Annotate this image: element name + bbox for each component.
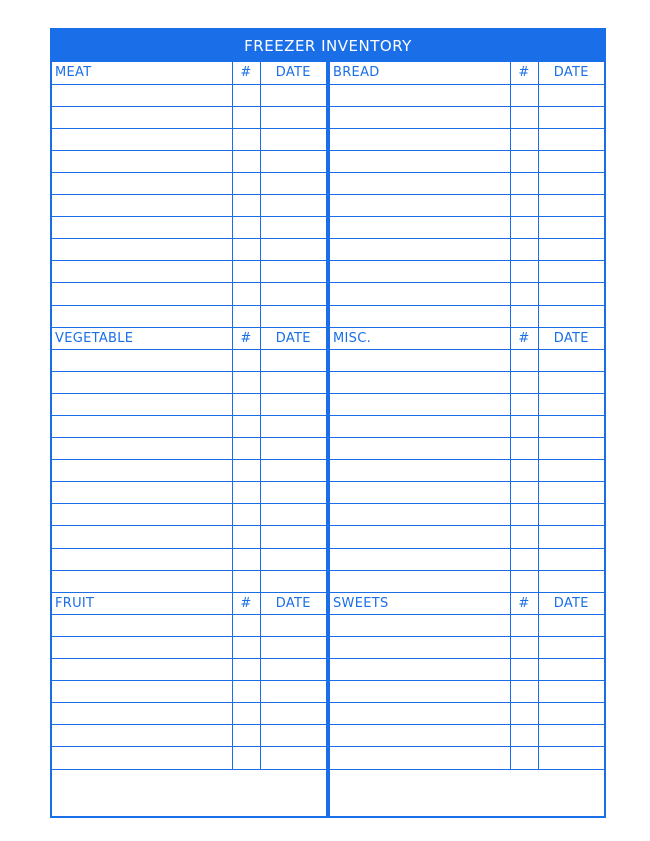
misc-count-cell[interactable] xyxy=(510,416,538,438)
misc-item-cell[interactable] xyxy=(330,416,510,438)
vegetable-date-cell[interactable] xyxy=(260,371,326,393)
table-row xyxy=(330,438,604,460)
fruit-item-cell[interactable] xyxy=(52,747,232,769)
fruit-section-label: FRUIT xyxy=(52,592,232,614)
meat-count-header: # xyxy=(232,62,260,84)
table-row xyxy=(52,195,326,217)
table-row xyxy=(52,128,326,150)
sweets-date-cell[interactable] xyxy=(538,614,604,636)
bread-item-cell[interactable] xyxy=(330,283,510,305)
misc-date-cell[interactable] xyxy=(538,416,604,438)
sweets-count-cell[interactable] xyxy=(510,747,538,769)
fruit-count-cell[interactable] xyxy=(232,636,260,658)
misc-count-cell[interactable] xyxy=(510,371,538,393)
table-row xyxy=(330,195,604,217)
meat-date-cell[interactable] xyxy=(260,128,326,150)
meat-item-cell[interactable] xyxy=(52,283,232,305)
bread-item-cell[interactable] xyxy=(330,195,510,217)
bread-item-cell[interactable] xyxy=(330,239,510,261)
meat-item-cell[interactable] xyxy=(52,195,232,217)
misc-count-cell[interactable] xyxy=(510,504,538,526)
meat-count-cell[interactable] xyxy=(232,305,260,327)
meat-item-cell[interactable] xyxy=(52,217,232,239)
sweets-date-cell[interactable] xyxy=(538,725,604,747)
bread-date-cell[interactable] xyxy=(538,239,604,261)
meat-date-cell[interactable] xyxy=(260,283,326,305)
meat-header-row xyxy=(52,62,326,84)
bread-date-cell[interactable] xyxy=(538,172,604,194)
fruit-item-cell[interactable] xyxy=(52,725,232,747)
misc-item-cell[interactable] xyxy=(330,460,510,482)
misc-item-cell[interactable] xyxy=(330,526,510,548)
misc-count-cell[interactable] xyxy=(510,570,538,592)
table-row xyxy=(52,747,326,769)
bread-item-cell[interactable] xyxy=(330,261,510,283)
vegetable-item-cell[interactable] xyxy=(52,393,232,415)
vegetable-count-cell[interactable] xyxy=(232,460,260,482)
vegetable-date-header: DATE xyxy=(260,327,326,349)
table-row xyxy=(330,482,604,504)
table-row xyxy=(330,725,604,747)
vegetable-count-cell[interactable] xyxy=(232,504,260,526)
meat-date-cell[interactable] xyxy=(260,84,326,106)
meat-date-header: DATE xyxy=(260,62,326,84)
fruit-item-cell[interactable] xyxy=(52,636,232,658)
fruit-item-cell[interactable] xyxy=(52,659,232,681)
misc-date-header: DATE xyxy=(538,327,604,349)
misc-count-cell[interactable] xyxy=(510,460,538,482)
fruit-date-cell[interactable] xyxy=(260,681,326,703)
bread-count-cell[interactable] xyxy=(510,239,538,261)
fruit-date-cell[interactable] xyxy=(260,747,326,769)
sweets-count-cell[interactable] xyxy=(510,681,538,703)
fruit-item-cell[interactable] xyxy=(52,681,232,703)
bread-count-cell[interactable] xyxy=(510,128,538,150)
misc-date-cell[interactable] xyxy=(538,371,604,393)
sweets-section-label: SWEETS xyxy=(330,592,510,614)
table-row xyxy=(52,172,326,194)
table-row xyxy=(330,659,604,681)
table-row xyxy=(52,548,326,570)
vegetable-date-cell[interactable] xyxy=(260,548,326,570)
fruit-count-cell[interactable] xyxy=(232,725,260,747)
fruit-count-cell[interactable] xyxy=(232,681,260,703)
vegetable-count-cell[interactable] xyxy=(232,482,260,504)
meat-count-cell[interactable] xyxy=(232,239,260,261)
table-row xyxy=(330,217,604,239)
meat-count-cell[interactable] xyxy=(232,150,260,172)
table-row xyxy=(52,526,326,548)
vegetable-date-cell[interactable] xyxy=(260,416,326,438)
bread-date-cell[interactable] xyxy=(538,150,604,172)
page-title: FREEZER INVENTORY xyxy=(52,30,604,62)
vegetable-date-cell[interactable] xyxy=(260,438,326,460)
misc-section-label: MISC. xyxy=(330,327,510,349)
vegetable-item-cell[interactable] xyxy=(52,548,232,570)
misc-item-cell[interactable] xyxy=(330,349,510,371)
vegetable-item-cell[interactable] xyxy=(52,371,232,393)
bread-item-cell[interactable] xyxy=(330,217,510,239)
meat-item-cell[interactable] xyxy=(52,261,232,283)
vegetable-count-cell[interactable] xyxy=(232,526,260,548)
vegetable-item-cell[interactable] xyxy=(52,438,232,460)
bread-header-row xyxy=(330,62,604,84)
sweets-date-cell[interactable] xyxy=(538,747,604,769)
bread-item-cell[interactable] xyxy=(330,305,510,327)
fruit-date-header: DATE xyxy=(260,592,326,614)
meat-item-cell[interactable] xyxy=(52,84,232,106)
vegetable-count-cell[interactable] xyxy=(232,438,260,460)
meat-count-cell[interactable] xyxy=(232,217,260,239)
sweets-date-cell[interactable] xyxy=(538,681,604,703)
vegetable-item-cell[interactable] xyxy=(52,570,232,592)
bread-item-cell[interactable] xyxy=(330,172,510,194)
meat-date-cell[interactable] xyxy=(260,150,326,172)
fruit-count-header: # xyxy=(232,592,260,614)
meat-date-cell[interactable] xyxy=(260,172,326,194)
table-row xyxy=(52,371,326,393)
sweets-date-header: DATE xyxy=(538,592,604,614)
vegetable-date-cell[interactable] xyxy=(260,482,326,504)
misc-item-cell[interactable] xyxy=(330,371,510,393)
table-row xyxy=(330,393,604,415)
bread-date-cell[interactable] xyxy=(538,106,604,128)
meat-date-cell[interactable] xyxy=(260,195,326,217)
table-row xyxy=(330,283,604,305)
sweets-header-row xyxy=(330,592,604,614)
right-inventory-table xyxy=(330,62,604,770)
sweets-count-header: # xyxy=(510,592,538,614)
table-row xyxy=(52,283,326,305)
table-row xyxy=(330,349,604,371)
sweets-count-cell[interactable] xyxy=(510,614,538,636)
meat-date-cell[interactable] xyxy=(260,261,326,283)
sweets-item-cell[interactable] xyxy=(330,636,510,658)
fruit-count-cell[interactable] xyxy=(232,747,260,769)
misc-count-header: # xyxy=(510,327,538,349)
bread-section-label: BREAD xyxy=(330,62,510,84)
misc-count-cell[interactable] xyxy=(510,526,538,548)
table-row xyxy=(52,438,326,460)
misc-header-row xyxy=(330,327,604,349)
sweets-item-cell[interactable] xyxy=(330,725,510,747)
vegetable-count-cell[interactable] xyxy=(232,570,260,592)
meat-date-cell[interactable] xyxy=(260,217,326,239)
vegetable-header-row xyxy=(52,327,326,349)
bread-count-cell[interactable] xyxy=(510,195,538,217)
table-row xyxy=(52,482,326,504)
fruit-date-cell[interactable] xyxy=(260,725,326,747)
table-row xyxy=(330,747,604,769)
bread-item-cell[interactable] xyxy=(330,84,510,106)
table-row xyxy=(330,84,604,106)
inventory-grid xyxy=(52,62,604,816)
sweets-item-cell[interactable] xyxy=(330,681,510,703)
table-row xyxy=(52,681,326,703)
meat-date-cell[interactable] xyxy=(260,305,326,327)
table-row xyxy=(52,636,326,658)
bread-count-cell[interactable] xyxy=(510,305,538,327)
fruit-date-cell[interactable] xyxy=(260,659,326,681)
bread-count-cell[interactable] xyxy=(510,150,538,172)
misc-count-cell[interactable] xyxy=(510,482,538,504)
bread-count-header: # xyxy=(510,62,538,84)
sweets-item-cell[interactable] xyxy=(330,659,510,681)
freezer-inventory-sheet xyxy=(50,28,606,818)
vegetable-date-cell[interactable] xyxy=(260,349,326,371)
meat-count-cell[interactable] xyxy=(232,172,260,194)
table-row xyxy=(52,460,326,482)
sweets-date-cell[interactable] xyxy=(538,659,604,681)
left-inventory-table xyxy=(52,62,326,770)
bread-count-cell[interactable] xyxy=(510,172,538,194)
sweets-item-cell[interactable] xyxy=(330,614,510,636)
fruit-date-cell[interactable] xyxy=(260,636,326,658)
meat-item-cell[interactable] xyxy=(52,305,232,327)
vegetable-count-header: # xyxy=(232,327,260,349)
fruit-item-cell[interactable] xyxy=(52,614,232,636)
fruit-count-cell[interactable] xyxy=(232,703,260,725)
vegetable-count-cell[interactable] xyxy=(232,548,260,570)
table-row xyxy=(330,504,604,526)
vegetable-date-cell[interactable] xyxy=(260,526,326,548)
vegetable-item-cell[interactable] xyxy=(52,504,232,526)
table-row xyxy=(330,570,604,592)
meat-item-cell[interactable] xyxy=(52,150,232,172)
misc-count-cell[interactable] xyxy=(510,393,538,415)
meat-item-cell[interactable] xyxy=(52,239,232,261)
meat-date-cell[interactable] xyxy=(260,106,326,128)
misc-item-cell[interactable] xyxy=(330,570,510,592)
misc-item-cell[interactable] xyxy=(330,482,510,504)
sweets-count-cell[interactable] xyxy=(510,659,538,681)
table-row xyxy=(52,106,326,128)
right-column xyxy=(330,62,604,816)
table-row xyxy=(330,460,604,482)
meat-item-cell[interactable] xyxy=(52,128,232,150)
misc-count-cell[interactable] xyxy=(510,349,538,371)
table-row xyxy=(52,659,326,681)
meat-count-cell[interactable] xyxy=(232,106,260,128)
bread-date-cell[interactable] xyxy=(538,261,604,283)
misc-date-cell[interactable] xyxy=(538,460,604,482)
table-row xyxy=(52,614,326,636)
table-row xyxy=(330,239,604,261)
misc-date-cell[interactable] xyxy=(538,393,604,415)
meat-count-cell[interactable] xyxy=(232,84,260,106)
sweets-item-cell[interactable] xyxy=(330,703,510,725)
fruit-count-cell[interactable] xyxy=(232,659,260,681)
meat-section-label: MEAT xyxy=(52,62,232,84)
bread-date-cell[interactable] xyxy=(538,84,604,106)
meat-item-cell[interactable] xyxy=(52,172,232,194)
sweets-count-cell[interactable] xyxy=(510,703,538,725)
vegetable-item-cell[interactable] xyxy=(52,482,232,504)
table-row xyxy=(330,150,604,172)
misc-date-cell[interactable] xyxy=(538,482,604,504)
vegetable-date-cell[interactable] xyxy=(260,504,326,526)
table-row xyxy=(330,548,604,570)
table-row xyxy=(330,614,604,636)
meat-count-cell[interactable] xyxy=(232,261,260,283)
vegetable-section-label: VEGETABLE xyxy=(52,327,232,349)
meat-date-cell[interactable] xyxy=(260,239,326,261)
misc-count-cell[interactable] xyxy=(510,548,538,570)
table-row xyxy=(52,703,326,725)
vegetable-item-cell[interactable] xyxy=(52,460,232,482)
vegetable-item-cell[interactable] xyxy=(52,416,232,438)
table-row xyxy=(52,217,326,239)
sweets-date-cell[interactable] xyxy=(538,703,604,725)
table-row xyxy=(330,261,604,283)
table-row xyxy=(52,570,326,592)
table-row xyxy=(330,371,604,393)
table-row xyxy=(330,106,604,128)
bread-count-cell[interactable] xyxy=(510,106,538,128)
table-row xyxy=(52,305,326,327)
table-row xyxy=(52,504,326,526)
fruit-item-cell[interactable] xyxy=(52,703,232,725)
table-row xyxy=(52,261,326,283)
vegetable-date-cell[interactable] xyxy=(260,460,326,482)
bread-item-cell[interactable] xyxy=(330,106,510,128)
bread-item-cell[interactable] xyxy=(330,150,510,172)
fruit-count-cell[interactable] xyxy=(232,614,260,636)
misc-item-cell[interactable] xyxy=(330,438,510,460)
misc-date-cell[interactable] xyxy=(538,349,604,371)
fruit-date-cell[interactable] xyxy=(260,614,326,636)
bread-date-cell[interactable] xyxy=(538,305,604,327)
vegetable-item-cell[interactable] xyxy=(52,349,232,371)
table-row xyxy=(330,703,604,725)
vegetable-date-cell[interactable] xyxy=(260,393,326,415)
table-row xyxy=(52,150,326,172)
sweets-date-cell[interactable] xyxy=(538,636,604,658)
sweets-count-cell[interactable] xyxy=(510,725,538,747)
table-row xyxy=(52,416,326,438)
bread-date-header: DATE xyxy=(538,62,604,84)
bread-date-cell[interactable] xyxy=(538,283,604,305)
table-row xyxy=(330,526,604,548)
misc-date-cell[interactable] xyxy=(538,548,604,570)
meat-count-cell[interactable] xyxy=(232,283,260,305)
misc-item-cell[interactable] xyxy=(330,393,510,415)
table-row xyxy=(52,239,326,261)
misc-date-cell[interactable] xyxy=(538,526,604,548)
bread-date-cell[interactable] xyxy=(538,217,604,239)
meat-count-cell[interactable] xyxy=(232,128,260,150)
misc-date-cell[interactable] xyxy=(538,570,604,592)
bread-count-cell[interactable] xyxy=(510,261,538,283)
vegetable-count-cell[interactable] xyxy=(232,349,260,371)
left-column xyxy=(52,62,326,816)
table-row xyxy=(52,725,326,747)
bread-date-cell[interactable] xyxy=(538,128,604,150)
table-row xyxy=(330,416,604,438)
vegetable-date-cell[interactable] xyxy=(260,570,326,592)
misc-item-cell[interactable] xyxy=(330,504,510,526)
vegetable-count-cell[interactable] xyxy=(232,371,260,393)
misc-date-cell[interactable] xyxy=(538,504,604,526)
vegetable-count-cell[interactable] xyxy=(232,393,260,415)
bread-count-cell[interactable] xyxy=(510,217,538,239)
table-row xyxy=(52,84,326,106)
vegetable-item-cell[interactable] xyxy=(52,526,232,548)
misc-date-cell[interactable] xyxy=(538,438,604,460)
table-row xyxy=(330,172,604,194)
table-row xyxy=(330,128,604,150)
bread-count-cell[interactable] xyxy=(510,84,538,106)
sweets-item-cell[interactable] xyxy=(330,747,510,769)
table-row xyxy=(52,349,326,371)
bread-item-cell[interactable] xyxy=(330,128,510,150)
table-row xyxy=(330,681,604,703)
meat-item-cell[interactable] xyxy=(52,106,232,128)
table-row xyxy=(330,636,604,658)
table-row xyxy=(52,393,326,415)
misc-count-cell[interactable] xyxy=(510,438,538,460)
sweets-count-cell[interactable] xyxy=(510,636,538,658)
fruit-date-cell[interactable] xyxy=(260,703,326,725)
table-row xyxy=(330,305,604,327)
misc-item-cell[interactable] xyxy=(330,548,510,570)
fruit-header-row xyxy=(52,592,326,614)
bread-date-cell[interactable] xyxy=(538,195,604,217)
vegetable-count-cell[interactable] xyxy=(232,416,260,438)
meat-count-cell[interactable] xyxy=(232,195,260,217)
bread-count-cell[interactable] xyxy=(510,283,538,305)
